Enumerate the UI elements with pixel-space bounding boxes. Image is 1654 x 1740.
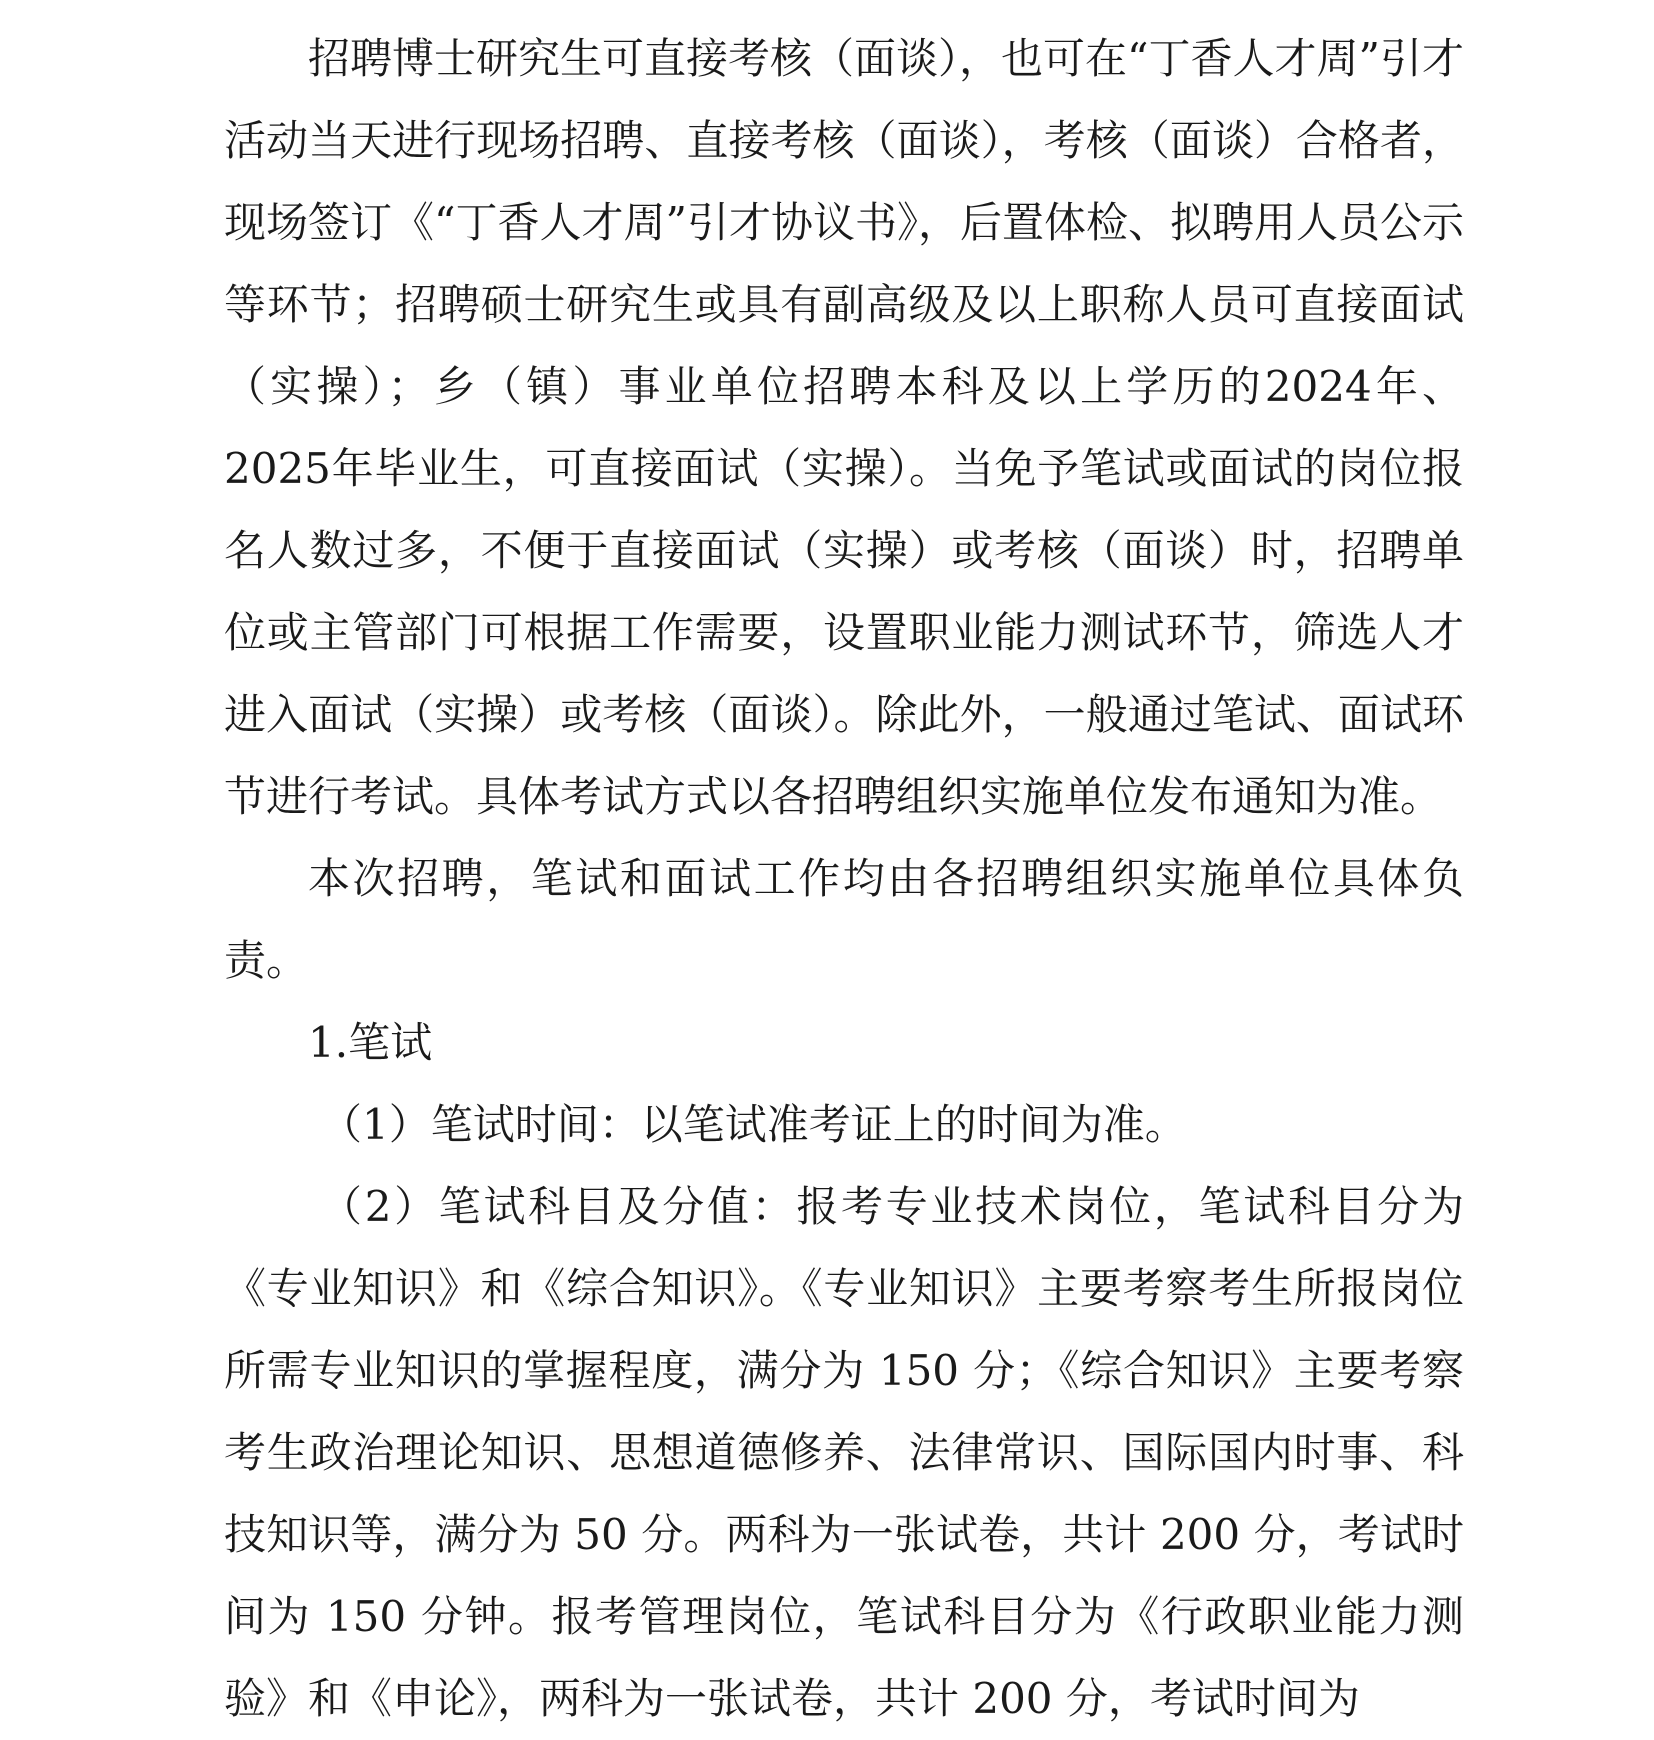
paragraph-intro-exam-method: 招聘博士研究生可直接考核（面谈），也可在“丁香人才周”引才活动当天进行现场招聘、直接考核（面谈），考核（面谈）合格者，现场签订《“丁香人才周”引才协议书》，后置体检、拟聘用人员公示等环节；招聘硕士研究生或具有副高级及以上职称人员可直接面试（实操）；乡（镇）事业单位招聘本科及以上学历的2024年、2025年毕业生，可直接面试（实操）。当免予笔试或面试的岗位报名人数过多，不便于直接面试（实操）或考核（面谈）时，招聘单位或主管部门可根据工作需要，设置职业能力测试环节，筛选人才进入面试（实操）或考核（面谈）。除此外，一般通过笔试、面试环节进行考试。具体考试方式以各招聘组织实施单位发布通知为准。 [224,34,1464,821]
section-heading-written-exam: 1.笔试 [308,1018,433,1067]
document-body [224,18,1464,1740]
paragraph-responsibility: 本次招聘，笔试和面试工作均由各招聘组织实施单位具体负责。 [224,854,1464,985]
paragraph-written-exam-subjects: （2）笔试科目及分值：报考专业技术岗位，笔试科目分为《专业知识》和《综合知识》。《专业知识》主要考察考生所报岗位所需专业知识的掌握程度，满分为 150 分；《综合知识》主要考察考生政治理论知识、思想道德修养、法律常识、国际国内时事、科技知识等，满分为 50 分。两科为一张试卷，共计 200 分，考试时间为 150 分钟。报考管理岗位，笔试科目分为《行政职业能力测验》和《申论》，两科为一张试卷，共计 200 分，考试时间为 [224,1182,1464,1723]
paragraph-written-exam-time: （1）笔试时间：以笔试准考证上的时间为准。 [320,1100,1187,1149]
